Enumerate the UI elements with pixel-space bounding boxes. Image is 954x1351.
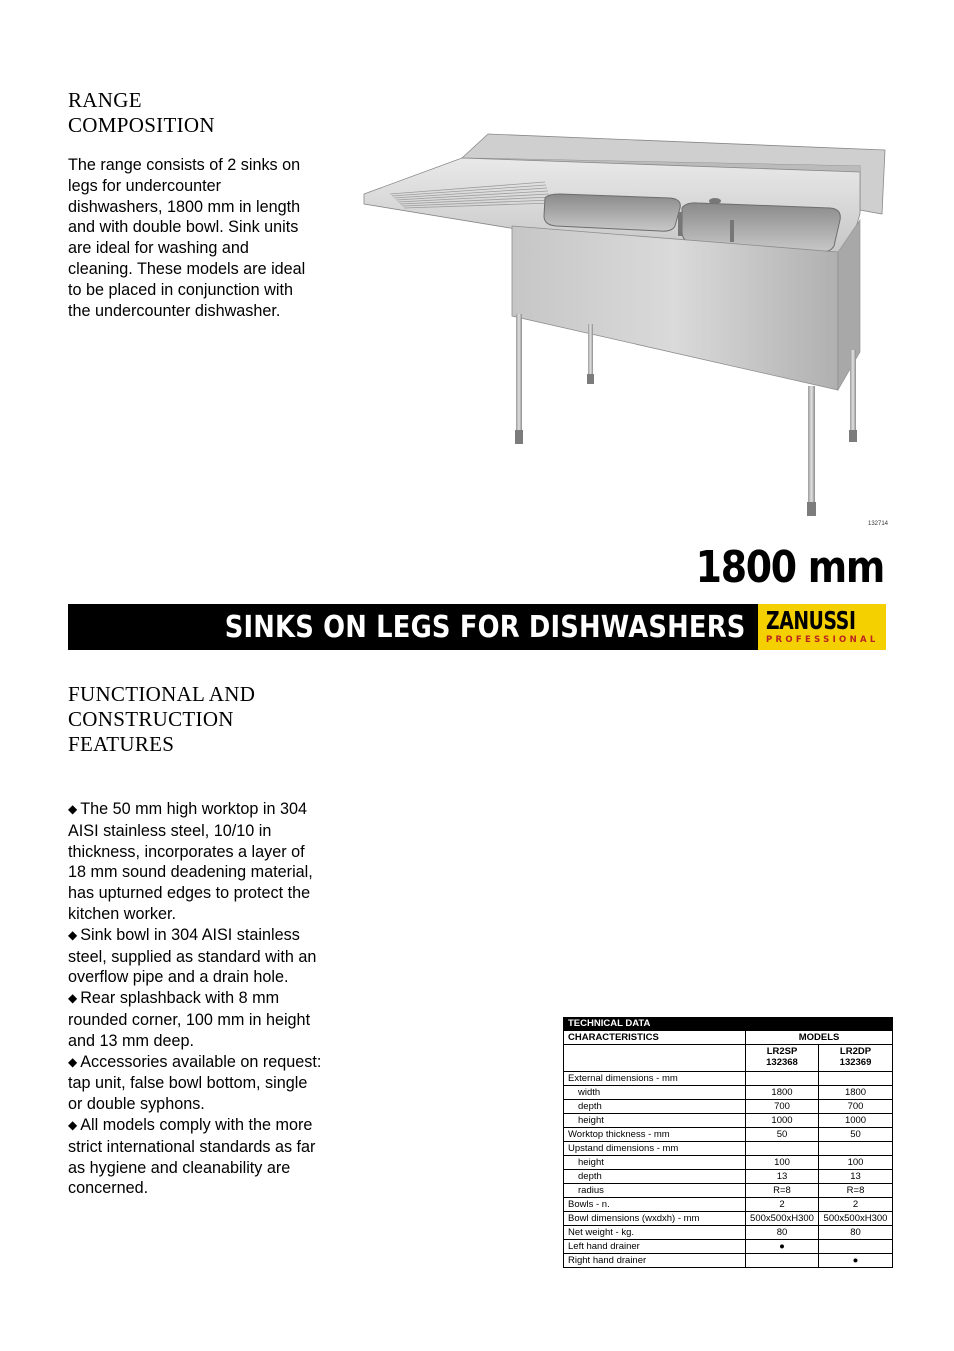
features-list: [68, 799, 322, 1199]
table-row: [564, 1184, 893, 1198]
row-value: R=8: [819, 1184, 893, 1198]
row-value: [746, 1254, 819, 1268]
table-row: [564, 1086, 893, 1100]
models-header: MODELS: [746, 1031, 893, 1045]
row-label: Worktop thickness - mm: [564, 1128, 746, 1142]
table-models-row: [564, 1045, 893, 1072]
diamond-bullet-icon: ◆: [68, 927, 78, 942]
range-heading: [68, 88, 328, 138]
features-heading-line1: FUNCTIONAL AND: [68, 682, 256, 706]
figure-code: 132714: [868, 521, 889, 527]
characteristics-header: CHARACTERISTICS: [564, 1031, 746, 1045]
feature-item: [68, 799, 322, 925]
row-value: [819, 1240, 893, 1254]
table-row: [564, 1254, 893, 1268]
row-label: Bowls - n.: [564, 1198, 746, 1212]
feature-text: Sink bowl in 304 AISI stainless steel, supplied as standard with an overflow pipe and a drain hole.: [68, 925, 317, 987]
size-title: 1800 mm: [695, 542, 884, 593]
row-value: 80: [819, 1226, 893, 1240]
row-value: 1800: [819, 1086, 893, 1100]
table-row: [564, 1156, 893, 1170]
row-value: ●: [819, 1254, 893, 1268]
table-row: [564, 1240, 893, 1254]
row-label: depth: [564, 1170, 746, 1184]
row-value: 50: [819, 1128, 893, 1142]
row-label: radius: [564, 1184, 746, 1198]
row-value: 500x500xH300: [819, 1212, 893, 1226]
brand-logo: [758, 604, 886, 650]
row-value: 50: [746, 1128, 819, 1142]
row-value: [819, 1142, 893, 1156]
row-value: 13: [819, 1170, 893, 1184]
feature-text: Accessories available on request: tap unit, false bowl bottom, single or double syphons.: [68, 1052, 322, 1114]
feature-item: [68, 1052, 322, 1115]
range-description: The range consists of 2 sinks on legs for undercounter dishwashers, 1800 mm in length and with double bowl. Sink units are ideal for washing and cleaning. These models are ideal to be placed in conjunction with the undercounter dishwasher.: [68, 156, 306, 320]
features-heading: [68, 682, 328, 757]
range-heading-line2: COMPOSITION: [68, 113, 215, 137]
table-row: [564, 1212, 893, 1226]
table-row: [564, 1226, 893, 1240]
row-label: height: [564, 1114, 746, 1128]
row-value: 80: [746, 1226, 819, 1240]
diamond-bullet-icon: ◆: [68, 1054, 78, 1069]
row-label: width: [564, 1086, 746, 1100]
row-value: [819, 1072, 893, 1086]
row-value: 1000: [746, 1114, 819, 1128]
table-row: [564, 1170, 893, 1184]
row-label: depth: [564, 1100, 746, 1114]
row-label: Bowl dimensions (wxdxh) - mm: [564, 1212, 746, 1226]
model-column-2: [819, 1045, 893, 1072]
model-name: LR2SP: [766, 1046, 798, 1057]
row-value: 700: [746, 1100, 819, 1114]
features-heading-line2: CONSTRUCTION: [68, 707, 234, 731]
feature-text: Rear splashback with 8 mm rounded corner, 100 mm in height and 13 mm deep.: [68, 989, 311, 1050]
feature-text: The 50 mm high worktop in 304 AISI stainless steel, 10/10 in thickness, incorporates a layer of 18 mm sound deadening material, has upturned edges to protect the kitchen worker.: [68, 800, 313, 923]
table-header-row: [564, 1031, 893, 1045]
row-label: Upstand dimensions - mm: [564, 1142, 746, 1156]
table-row: [564, 1128, 893, 1142]
row-value: 700: [819, 1100, 893, 1114]
product-title: SINKS ON LEGS FOR DISHWASHERS: [225, 610, 746, 645]
row-label: External dimensions - mm: [564, 1072, 746, 1086]
product-image: [360, 128, 890, 528]
row-value: 1800: [746, 1086, 819, 1100]
row-value: 100: [819, 1156, 893, 1170]
diamond-bullet-icon: ◆: [68, 802, 78, 816]
feature-item: [68, 988, 322, 1051]
table-row: [564, 1114, 893, 1128]
features-heading-line3: FEATURES: [68, 732, 175, 756]
row-label: Right hand drainer: [564, 1254, 746, 1268]
table-title-row: [564, 1018, 893, 1031]
feature-item: [68, 1115, 322, 1199]
row-value: 13: [746, 1170, 819, 1184]
diamond-bullet-icon: ◆: [68, 1117, 78, 1132]
row-value: 2: [746, 1198, 819, 1212]
model-code: 132368: [766, 1057, 798, 1068]
brand-name: ZANUSSI: [766, 606, 856, 635]
brand-subtitle: PROFESSIONAL: [766, 635, 879, 645]
row-value: ●: [746, 1240, 819, 1254]
model-code: 132369: [839, 1057, 872, 1068]
row-label: height: [564, 1156, 746, 1170]
row-value: 2: [819, 1198, 893, 1212]
table-row: [564, 1072, 893, 1086]
row-value: [746, 1072, 819, 1086]
row-value: 500x500xH300: [746, 1212, 819, 1226]
row-value: R=8: [746, 1184, 819, 1198]
row-value: 100: [746, 1156, 819, 1170]
model-column-1: [746, 1045, 819, 1072]
table-row: [564, 1100, 893, 1114]
title-bar: [68, 604, 886, 650]
range-heading-line1: RANGE: [68, 88, 142, 112]
diamond-bullet-icon: ◆: [68, 991, 78, 1006]
model-name: LR2DP: [839, 1046, 872, 1057]
feature-item: [68, 925, 322, 988]
feature-text: All models comply with the more strict international standards as far as hygiene and cleanability are concerned.: [68, 1115, 316, 1198]
table-row: [564, 1142, 893, 1156]
table-row: [564, 1198, 893, 1212]
row-value: [746, 1142, 819, 1156]
row-label: Left hand drainer: [564, 1240, 746, 1254]
technical-data-table: [563, 1017, 893, 1268]
row-value: 1000: [819, 1114, 893, 1128]
row-label: Net weight - kg.: [564, 1226, 746, 1240]
table-cell: [564, 1045, 746, 1072]
table-title: TECHNICAL DATA: [564, 1018, 893, 1031]
